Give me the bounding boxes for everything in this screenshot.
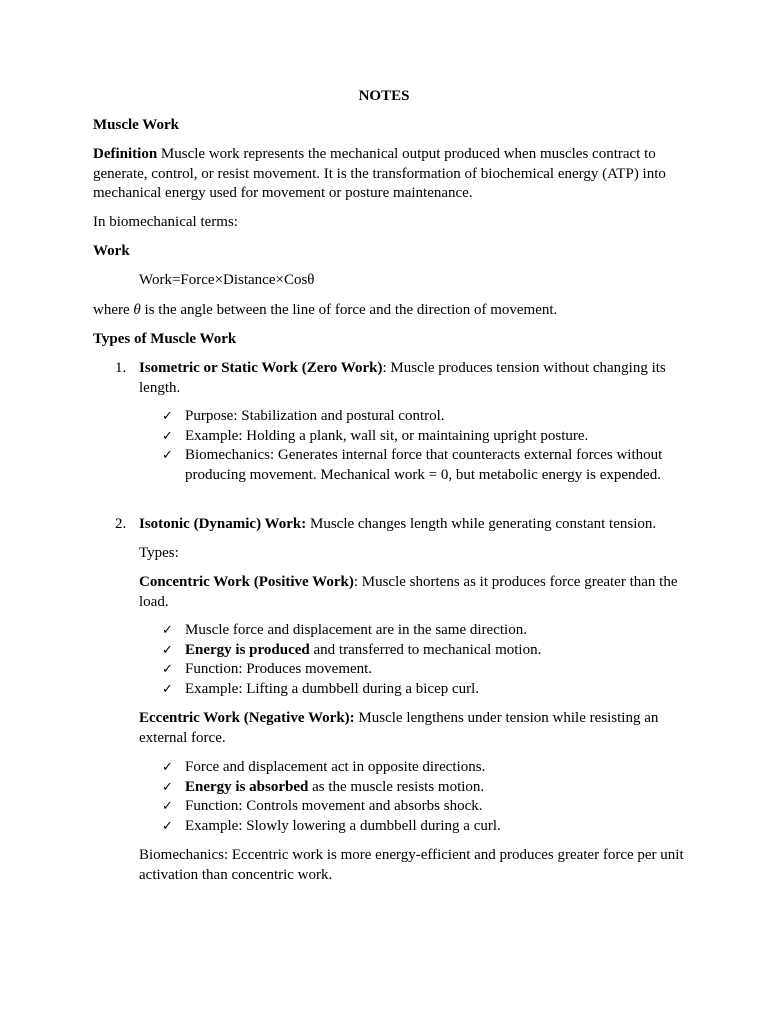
- list-item-bold: Energy is absorbed: [185, 778, 309, 795]
- item-number: 2.: [115, 516, 127, 532]
- where-paragraph: [93, 301, 678, 321]
- concentric-paragraph: [139, 573, 684, 612]
- work-heading: Work: [93, 243, 130, 259]
- list-item: [162, 427, 682, 447]
- list-item-bold: Energy is produced: [185, 641, 310, 658]
- list-item-text: Function: Controls movement and absorbs shock.: [185, 798, 483, 814]
- checkmark-icon: ✓: [162, 448, 173, 463]
- definition-paragraph: [93, 145, 678, 204]
- eccentric-text: Muscle lengthens under tension while resisting an external force.: [139, 710, 659, 746]
- list-item: [162, 817, 682, 837]
- checkmark-icon: ✓: [162, 779, 173, 795]
- muscle-work-heading: Muscle Work: [93, 117, 179, 133]
- theta-symbol: θ: [133, 302, 141, 318]
- list-item: [162, 680, 682, 700]
- list-item: [162, 621, 682, 641]
- numbered-item-2: [93, 515, 678, 535]
- item-description: Muscle changes length while generating constant tension.: [306, 516, 657, 532]
- item-description: : Muscle produces tension without changing its length.: [139, 360, 666, 396]
- item-label: Isotonic (Dynamic) Work:: [139, 516, 307, 532]
- item-number: 1.: [115, 360, 127, 376]
- types-heading: Types of Muscle Work: [93, 331, 237, 347]
- concentric-bullet-list: [162, 621, 682, 699]
- list-item: [162, 407, 682, 427]
- list-item: [162, 797, 682, 817]
- concentric-label: Concentric Work (Positive Work): [139, 574, 354, 590]
- types-label: Types:: [139, 545, 179, 561]
- checkmark-icon: ✓: [162, 681, 173, 697]
- concentric-text: : Muscle shortens as it produces force greater than the load.: [139, 574, 678, 610]
- item-label: Isometric or Static Work (Zero Work): [139, 360, 383, 376]
- list-item-text: Example: Lifting a dumbbell during a bicep curl.: [185, 680, 480, 697]
- eccentric-bullet-list: [162, 758, 682, 836]
- list-item-text: and transferred to mechanical motion.: [309, 641, 542, 658]
- checkmark-icon: ✓: [162, 799, 173, 814]
- item-text: [139, 359, 678, 398]
- where-prefix: where: [93, 302, 134, 318]
- list-item: [162, 778, 682, 798]
- checkmark-icon: ✓: [162, 818, 173, 834]
- list-item: [162, 446, 682, 485]
- checkmark-icon: ✓: [162, 428, 173, 444]
- list-item: [162, 758, 682, 778]
- checkmark-icon: ✓: [162, 642, 173, 658]
- eccentric-paragraph: [139, 709, 684, 748]
- list-item-text: as the muscle resists motion.: [308, 778, 485, 795]
- list-item-text: Muscle force and displacement are in the same direction.: [185, 622, 527, 638]
- list-item-text: Example: Holding a plank, wall sit, or maintaining upright posture.: [185, 427, 589, 444]
- work-formula: Work=Force×Distance×Cosθ: [139, 272, 315, 288]
- isometric-bullet-list: [162, 407, 682, 485]
- conclusion-paragraph: Biomechanics: Eccentric work is more energy-efficient and produces greater force per unit activation than concentric work.: [139, 847, 684, 883]
- list-item: [162, 641, 682, 661]
- definition-label: Definition: [93, 146, 158, 162]
- checkmark-icon: ✓: [162, 760, 173, 775]
- biomech-terms-text: In biomechanical terms:: [93, 214, 238, 230]
- numbered-item-1: [93, 359, 678, 398]
- list-item-text: Force and displacement act in opposite directions.: [185, 759, 486, 775]
- eccentric-label: Eccentric Work (Negative Work):: [139, 710, 355, 726]
- list-item-text: Example: Slowly lowering a dumbbell during a curl.: [185, 817, 501, 834]
- list-item-text: Purpose: Stabilization and postural control.: [185, 408, 445, 424]
- list-item-text: Function: Produces movement.: [185, 661, 373, 677]
- definition-text: Muscle work represents the mechanical output produced when muscles contract to generate, control, or resist movement. It is the transformation of biochemical energy (ATP) into mechanical energy used for movement or posture maintenance.: [93, 146, 666, 201]
- list-item-text: Biomechanics: Generates internal force that counteracts external forces without producing movement. Mechanical work = 0, but metabolic energy is expended.: [185, 447, 663, 483]
- item-text: [139, 515, 678, 535]
- where-suffix: is the angle between the line of force and the direction of movement.: [140, 302, 558, 318]
- checkmark-icon: ✓: [162, 623, 173, 638]
- checkmark-icon: ✓: [162, 409, 173, 424]
- page-title: NOTES: [358, 88, 410, 104]
- checkmark-icon: ✓: [162, 662, 173, 677]
- list-item: [162, 660, 682, 680]
